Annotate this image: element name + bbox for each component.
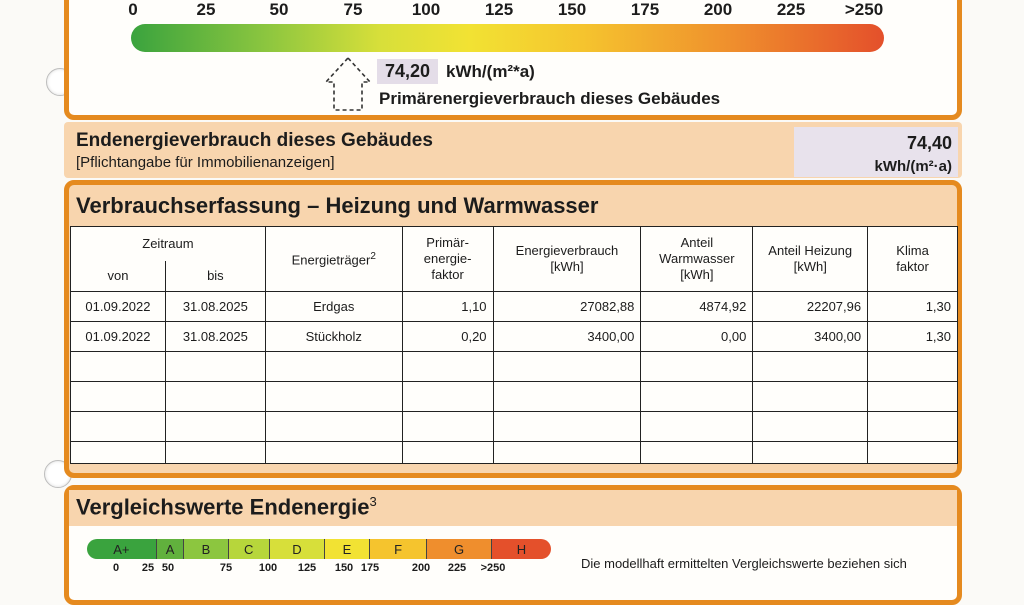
- cell-von: 01.09.2022: [71, 322, 166, 352]
- cmp-tick: 50: [161, 562, 175, 574]
- header-energieverbrauch: [493, 227, 641, 292]
- cell-verbrauch: 3400,00: [493, 322, 641, 352]
- class-b: B: [184, 539, 228, 559]
- scale-tick-labels: [0, 0, 1024, 20]
- endenergie-unit: kWh/(m²·a): [874, 158, 952, 175]
- cmp-tick: 200: [411, 562, 431, 574]
- cell-klima: 1,30: [868, 292, 958, 322]
- scale-tick: 75: [343, 0, 363, 19]
- cmp-tick: >250: [480, 562, 506, 574]
- header-anteil-warmwasser: [641, 227, 753, 292]
- header-line: Klima: [896, 243, 929, 258]
- table-row: [71, 322, 958, 352]
- header-energietraeger: [265, 227, 402, 292]
- cmp-tick: 225: [447, 562, 467, 574]
- table-row-empty: [71, 412, 958, 442]
- class-d: D: [270, 539, 325, 559]
- class-h: H: [492, 539, 551, 559]
- header-line: Anteil: [680, 235, 714, 250]
- header-line: [kWh]: [793, 259, 827, 274]
- class-a: A: [157, 539, 185, 559]
- header-line: Energieverbrauch: [515, 243, 619, 258]
- vergleich-title-text: Vergleichswerte Endenergie: [76, 494, 370, 520]
- table-row-empty: [71, 352, 958, 382]
- cell-faktor: 0,20: [402, 322, 493, 352]
- comparison-note: Die modellhaft ermittelten Vergleichswerte beziehen sich: [581, 556, 907, 571]
- scale-tick: 25: [196, 0, 216, 19]
- scale-tick: 200: [703, 0, 733, 19]
- header-line: faktor: [431, 267, 464, 282]
- cell-klima: 1,30: [868, 322, 958, 352]
- energy-scale-bar: [131, 24, 884, 52]
- header-line: Warmwasser: [659, 251, 735, 266]
- header-line: [kWh]: [550, 259, 584, 274]
- scale-tick: 0: [128, 0, 138, 19]
- scale-tick: >250: [844, 0, 884, 19]
- cmp-tick: 100: [258, 562, 278, 574]
- scale-tick: 50: [269, 0, 289, 19]
- table-row-empty: [71, 442, 958, 464]
- cell-verbrauch: 27082,88: [493, 292, 641, 322]
- cell-faktor: 1,10: [402, 292, 493, 322]
- header-energietraeger-label: Energieträger: [291, 252, 371, 268]
- cmp-tick: 0: [112, 562, 120, 574]
- class-c: C: [229, 539, 270, 559]
- table-row: [71, 292, 958, 322]
- cmp-tick: 125: [297, 562, 317, 574]
- header-bis: bis: [165, 261, 265, 292]
- vergleich-title: [76, 494, 377, 520]
- cmp-tick: 150: [334, 562, 354, 574]
- header-zeitraum: Zeitraum: [71, 227, 266, 261]
- cell-bis: 31.08.2025: [165, 322, 265, 352]
- scale-tick: 150: [557, 0, 587, 19]
- header-line: faktor: [896, 259, 929, 274]
- header-von: von: [71, 261, 166, 292]
- cmp-tick: 75: [219, 562, 233, 574]
- endenergie-value: 74,40: [906, 133, 952, 153]
- comparison-class-bar: [87, 539, 551, 559]
- cell-traeger: Stückholz: [265, 322, 402, 352]
- cell-von: 01.09.2022: [71, 292, 166, 322]
- house-marker-icon: [324, 56, 372, 112]
- scale-tick: 125: [484, 0, 514, 19]
- primary-unit: kWh/(m²*a): [446, 61, 535, 81]
- cell-warmwasser: 0,00: [641, 322, 753, 352]
- header-line: Primär-: [426, 235, 469, 250]
- table-row-empty: [71, 382, 958, 412]
- scale-tick: 100: [411, 0, 441, 19]
- cell-heizung: 3400,00: [753, 322, 868, 352]
- cell-warmwasser: 4874,92: [641, 292, 753, 322]
- header-line: [kWh]: [680, 267, 714, 282]
- consumption-table: [70, 226, 958, 464]
- primary-value: 74,20: [377, 59, 438, 84]
- class-f: F: [370, 539, 427, 559]
- footnote-2: 2: [370, 251, 376, 263]
- cmp-tick: 25: [141, 562, 155, 574]
- header-line: energie-: [423, 251, 472, 266]
- header-klimafaktor: [868, 227, 958, 292]
- endenergie-subtitle: [Pflichtangabe für Immobilienanzeigen]: [76, 154, 335, 171]
- scale-tick: 225: [776, 0, 806, 19]
- primary-label: Primärenergieverbrauch dieses Gebäudes: [379, 89, 721, 108]
- header-primaerfaktor: [402, 227, 493, 292]
- footnote-3: 3: [369, 494, 377, 509]
- endenergie-value-box: [794, 127, 958, 177]
- header-line: Anteil Heizung: [768, 243, 853, 258]
- class-a-plus: A+: [87, 539, 157, 559]
- class-g: G: [427, 539, 492, 559]
- header-anteil-heizung: [753, 227, 868, 292]
- primary-value-row: [377, 59, 535, 84]
- cell-traeger: Erdgas: [265, 292, 402, 322]
- scale-tick: 175: [630, 0, 660, 19]
- verbrauch-title: Verbrauchserfassung – Heizung und Warmwasser: [76, 193, 599, 218]
- cell-bis: 31.08.2025: [165, 292, 265, 322]
- endenergie-title: Endenergieverbrauch dieses Gebäudes: [76, 130, 433, 151]
- cell-heizung: 22207,96: [753, 292, 868, 322]
- cmp-tick: 175: [360, 562, 380, 574]
- class-e: E: [325, 539, 370, 559]
